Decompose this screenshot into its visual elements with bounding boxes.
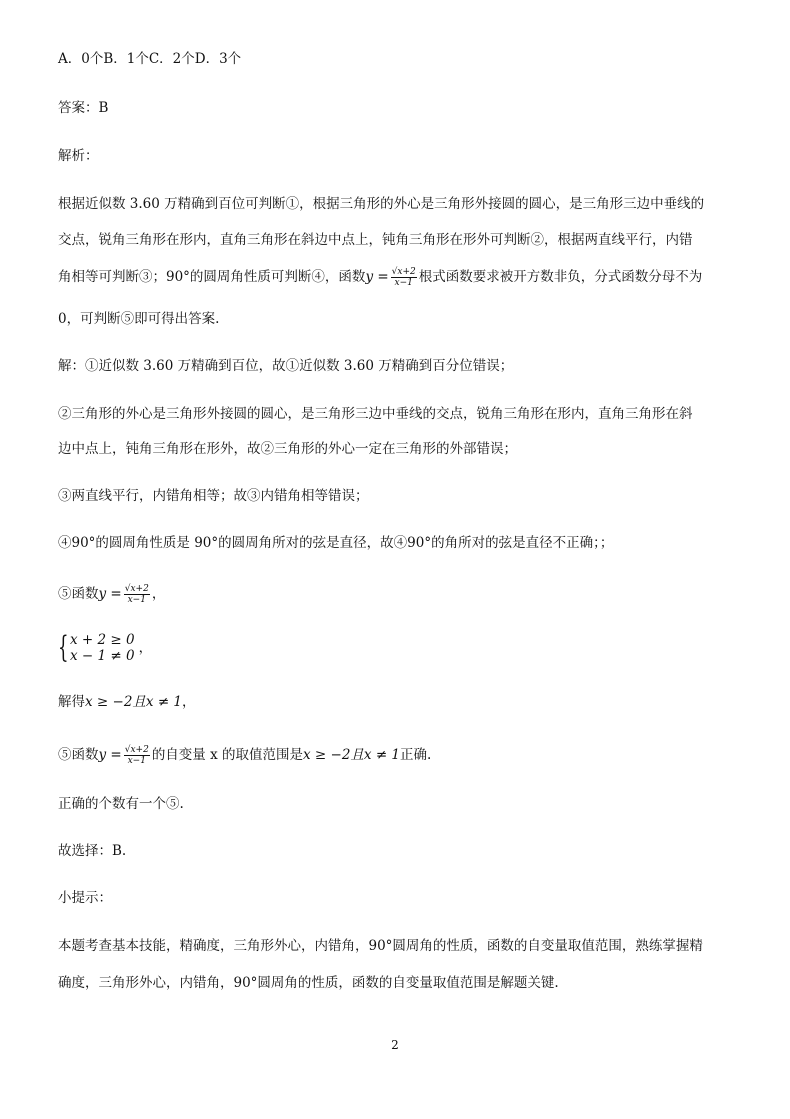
fraction-numerator: √x+2 [391,267,416,277]
function-y: y = [365,269,389,285]
solution-line-5-suffix: ， [151,586,166,602]
solution-line-6 [58,693,732,711]
fraction-denominator: x−1 [127,756,146,766]
analysis-line-1: 根据近似数 3.60 万精确到百位可判断①，根据三角形的外心是三角形外接圆的圆心，是三角形三边中垂线的 [58,196,705,212]
fraction [391,267,417,288]
analysis-line-4: 0，可判断⑤即可得出答案. [58,311,220,327]
solution-line-7-mid: 的自变量 x 的取值范围是 [151,747,304,763]
function-y: y = [98,747,122,763]
analysis-heading: 解析： [58,148,99,164]
tip-line-1: 本题考查基本技能，精确度，三角形外心，内错角，90°圆周角的性质，函数的自变量取值范围，熟练掌握精 [58,938,703,954]
solution-line-7 [58,745,732,766]
choices-line: A．0个B．1个C．2个D．3个 [58,51,242,67]
fraction-denominator: x−1 [127,595,146,605]
solution-line-7-prefix: ⑤函数 [58,747,99,763]
function-y: y = [98,586,122,602]
inequality-system [58,632,152,664]
solution-line-5 [58,584,732,605]
solution-line-9: 故选择：B. [58,843,127,859]
solution-line-2a: ②三角形的外心是三角形外接圆的圆心，是三角形三边中垂线的交点，锐角三角形在形内，直角三角形在斜 [58,406,693,422]
left-brace: { [58,630,69,665]
solution-line-2b: 边中点上，钝角三角形在形外，故②三角形的外心一定在三角形的外部错误； [58,441,517,457]
solution-line-5-prefix: ⑤函数 [58,586,99,602]
fraction-denominator: x−1 [394,278,413,288]
fraction [124,745,150,766]
solution-line-7-suffix: 正确. [400,747,432,763]
inequality-1: x + 2 ≥ 0 [70,632,135,648]
solution-line-4: ④90°的圆周角性质是 90°的圆周角所对的弦是直径，故④90°的角所对的弦是直径不正确；； [58,535,614,551]
solution-line-1: 解：①近似数 3.60 万精确到百位，故①近似数 3.60 万精确到百分位错误； [58,358,514,374]
fraction-numerator: √x+2 [124,584,149,594]
inequality-lines [70,632,135,664]
tip-heading: 小提示： [58,890,112,906]
analysis-line-3 [58,267,732,288]
solution-line-3: ③两直线平行，内错角相等；故③内错角相等错误； [58,488,369,504]
fraction-numerator: √x+2 [124,745,149,755]
solution-range: x ≥ −2且x ≠ 1 [85,694,183,710]
solution-line-8: 正确的个数有一个⑤. [58,796,184,812]
page-number: 2 [391,1038,399,1052]
solution-line-6-prefix: 解得 [58,694,85,710]
system-comma: ， [138,640,153,656]
tip-line-2: 确度，三角形外心，内错角，90°圆周角的性质，函数的自变量取值范围是解题关键. [58,975,559,991]
solution-range: x ≥ −2且x ≠ 1 [303,747,401,763]
fraction [124,584,150,605]
analysis-line-2: 交点，锐角三角形在形内，直角三角形在斜边中点上，钝角三角形在形外可判断②，根据两直线平行，内错 [58,232,693,248]
solution-line-6-suffix: ， [182,694,196,710]
inequality-2: x − 1 ≠ 0 [70,648,135,664]
analysis-line-3-text-a: 角相等可判断③；90°的圆周角性质可判断④，函数 [58,269,366,285]
analysis-line-3-text-b: 根式函数要求被开方数非负，分式函数分母不为 [418,269,703,285]
answer-line: 答案：B [58,100,109,116]
